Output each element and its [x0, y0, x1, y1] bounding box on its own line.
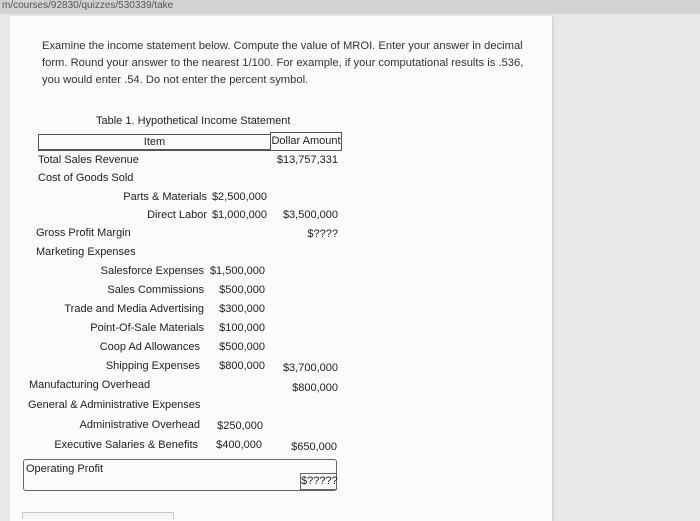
url-text: m/courses/92830/quizzes/530339/take — [2, 0, 174, 11]
operating-profit-box — [23, 459, 337, 491]
administrative-overhead-label: Administrative Overhead — [79, 419, 200, 431]
sales-commissions-label: Sales Commissions — [107, 284, 204, 296]
manufacturing-overhead-label: Manufacturing Overhead — [29, 379, 151, 391]
question-card — [10, 16, 553, 521]
administrative-overhead-value: $250,000 — [217, 420, 263, 432]
direct-labor-value: $1,000,000 — [211, 209, 267, 221]
marketing-total: $3,700,000 — [282, 362, 338, 374]
operating-profit-label: Operating Profit — [26, 463, 104, 475]
point-of-sale-materials-label: Point-Of-Sale Materials — [90, 322, 204, 334]
salesforce-expenses-label: Salesforce Expenses — [100, 265, 204, 277]
executive-salaries-label: Executive Salaries & Benefits — [54, 439, 198, 451]
manufacturing-overhead-amount: $800,000 — [292, 382, 338, 394]
ga-total: $650,000 — [291, 441, 337, 453]
ga-expenses-label: General & Administrative Expenses — [28, 399, 201, 411]
point-of-sale-materials-value: $100,000 — [219, 322, 265, 334]
salesforce-expenses-value: $1,500,000 — [209, 265, 265, 277]
shipping-expenses-value: $800,000 — [219, 360, 265, 372]
trade-media-advertising-label: Trade and Media Advertising — [64, 303, 204, 315]
table-caption: Table 1. Hypothetical Income Statement — [96, 115, 291, 127]
question-prompt: Examine the income statement below. Compute the value of MROI. Enter your answer in decimal form. Round your answer to the nearest 1/100. For example, if your computational results is .536, you would enter .54. Do not enter the percent symbol. — [42, 40, 524, 86]
total-sales-revenue-label: Total Sales Revenue — [38, 154, 139, 166]
parts-materials-value: $2,500,000 — [211, 191, 267, 203]
cogs-total: $3,500,000 — [282, 209, 338, 221]
sales-commissions-value: $500,000 — [219, 284, 265, 296]
answer-input-edge[interactable] — [22, 512, 174, 519]
cogs-label: Cost of Goods Sold — [38, 172, 134, 184]
coop-ad-allowances-value: $500,000 — [219, 341, 265, 353]
browser-url-bar[interactable] — [0, 0, 700, 14]
coop-ad-allowances-label: Coop Ad Allowances — [99, 341, 200, 353]
header-divider — [38, 150, 342, 151]
table-header-item: Item — [38, 134, 270, 150]
gross-profit-amount: $???? — [307, 228, 338, 240]
marketing-expenses-label: Marketing Expenses — [36, 246, 136, 258]
operating-profit-amount: $????? — [300, 473, 337, 490]
trade-media-advertising-value: $300,000 — [219, 303, 265, 315]
gross-profit-label: Gross Profit Margin — [36, 227, 131, 239]
direct-labor-label: Direct Labor — [147, 209, 207, 221]
total-sales-revenue-amount: $13,757,331 — [276, 154, 338, 166]
shipping-expenses-label: Shipping Expenses — [105, 360, 200, 372]
parts-materials-label: Parts & Materials — [123, 191, 207, 203]
executive-salaries-value: $400,000 — [216, 439, 262, 451]
table-header-amount: Dollar Amount — [270, 132, 342, 151]
